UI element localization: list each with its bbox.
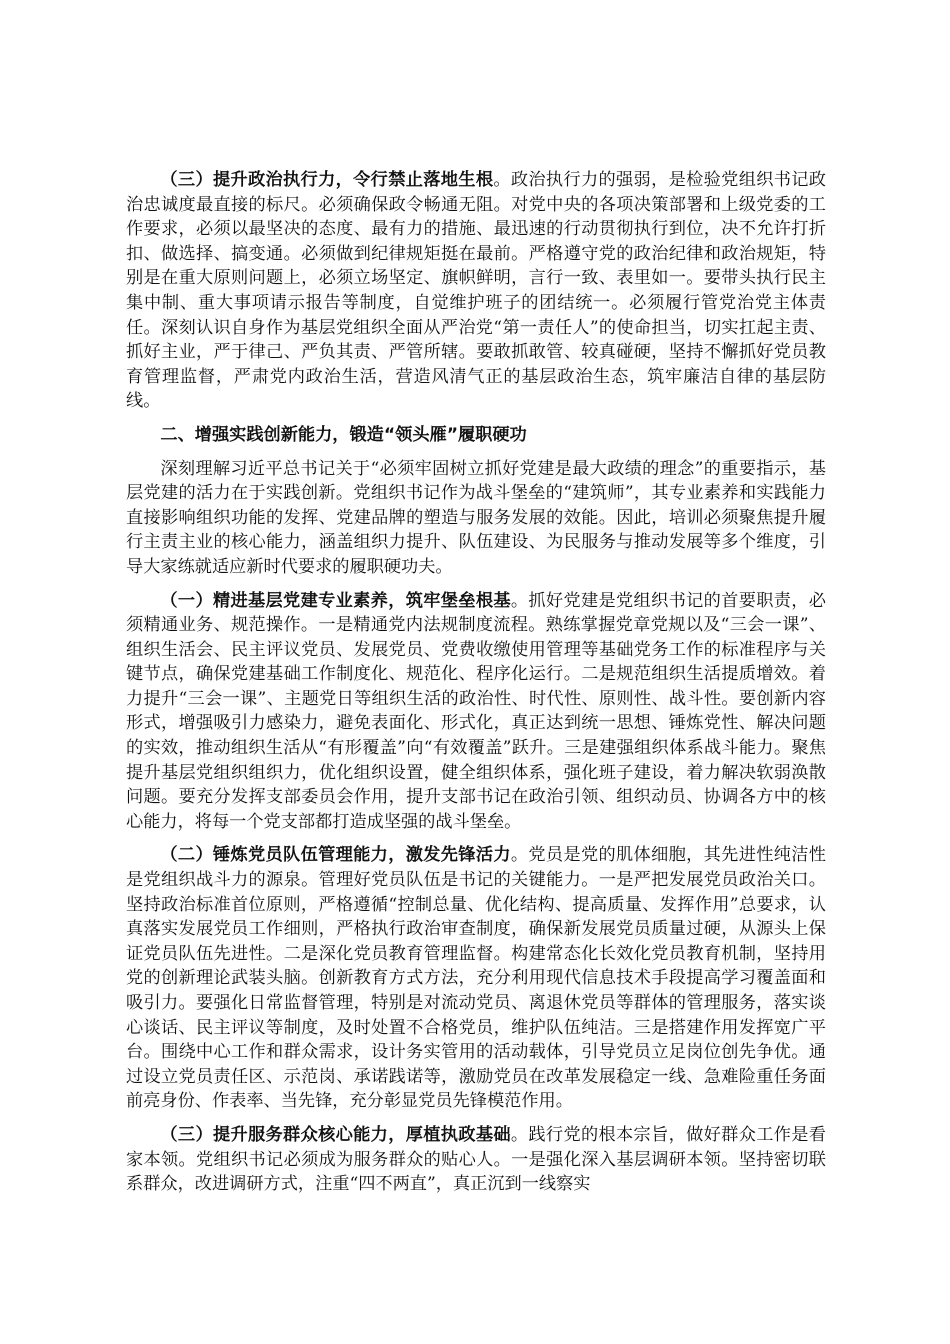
paragraph-member-management <box>126 843 826 1114</box>
paragraph-serving-masses <box>126 1123 826 1197</box>
paragraph-text: 。党员是党的肌体细胞，其先进性纯洁性是党组织战斗力的源泉。管理好党员队伍是书记的关键能力。一是严把发展党员政治关口。坚持政治标准首位原则，严格遵循“控制总量、优化结构、提高质量、发挥作用”总要求，认真落实发展党员工作细则，严格执行政治审查制度，确保新发展党员质量过硬，从源头上保证党员队伍先进性。二是深化党员教育管理监督。构建常态化长效化党员教育机制，坚持用党的创新理论武装头脑。创新教育方式方法，充分利用现代信息技术手段提高学习覆盖面和吸引力。要强化日常监督管理，特别是对流动党员、离退休党员等群体的管理服务，落实谈心谈话、民主评议等制度，及时处置不合格党员，维护队伍纯洁。三是搭建作用发挥宽广平台。围绕中心工作和群众需求，设计务实管用的活动载体，引导党员立足岗位创先争优。通过设立党员责任区、示范岗、承诺践诺等，激励党员在改革发展稳定一线、急难险重任务面前亮身份、作表率、当先锋，充分彰显党员先锋模范作用。 <box>126 845 826 1112</box>
section-heading-practice-innovation: 二、增强实践创新能力，锻造“领头雁”履职硬功 <box>160 424 527 445</box>
paragraph-text: 。践行党的根本宗旨，做好群众工作是看家本领。党组织书记必须成为服务群众的贴心人。一是强化深入基层调研本领。坚持密切联系群众，改进调研方式，注重“四不两直”，真正沉到一线察实 <box>126 1124 826 1195</box>
document-body <box>126 168 826 1206</box>
paragraph-lead-heading: （一）精进基层党建专业素养，筑牢堡垒根基 <box>160 590 511 611</box>
paragraph-party-building-expertise <box>126 589 826 835</box>
paragraph-text: 。政治执行力的强弱，是检验党组织书记政治忠诚度最直接的标尺。必须确保政令畅通无阻。对党中央的各项决策部署和上级党委的工作要求，必须以最坚决的态度、最有力的措施、最迅速的行动贯彻执行到位，决不允许打折扣、做选择、搞变通。必须做到纪律规矩挺在最前。严格遵守党的政治纪律和政治规矩，特别是在重大原则问题上，必须立场坚定、旗帜鲜明，言行一致、表里如一。要带头执行民主集中制、重大事项请示报告等制度，自觉维护班子的团结统一。必须履行管党治党主体责任。深刻认识自身作为基层党组织全面从严治党“第一责任人”的使命担当，切实扛起主责、抓好主业，严于律己、严负其责、严管所辖。要敢抓敢管、较真碰硬，坚持不懈抓好党员教育管理监督，严肃党内政治生活，营造风清气正的基层政治生态，筑牢廉洁自律的基层防线。 <box>126 170 826 412</box>
paragraph-lead-heading: （三）提升服务群众核心能力，厚植执政基础 <box>160 1124 511 1145</box>
paragraph-text: 深刻理解习近平总书记关于“必须牢固树立抓好党建是最大政绩的理念”的重要指示，基层党建的活力在于实践创新。党组织书记作为战斗堡垒的“建筑师”，其专业素养和实践能力直接影响组织功能的发挥、党建品牌的塑造与服务发展的效能。因此，培训必须聚焦提升履行主责主业的核心能力，涵盖组织力提升、队伍建设、为民服务与推动发展等多个维度，引导大家练就适应新时代要求的履职硬功夫。 <box>126 458 826 577</box>
paragraph-lead-heading: （三）提升政治执行力，令行禁止落地生根 <box>160 170 494 190</box>
paragraph-lead-heading: （二）锤炼党员队伍管理能力，激发先锋活力 <box>160 845 511 866</box>
paragraph-political-execution <box>126 168 826 414</box>
paragraph-text: 。抓好党建是党组织书记的首要职责，必须精通业务、规范操作。一是精通党内法规制度流程。熟练掌握党章党规以及“三会一课”、组织生活会、民主评议党员、发展党员、党费收缴使用管理等基础党务工作的标准程序与关键节点，确保党建基础工作制度化、规范化、程序化运行。二是规范组织生活提质增效。着力提升“三会一课”、主题党日等组织生活的政治性、时代性、原则性、战斗性。要创新内容形式，增强吸引力感染力，避免表面化、形式化，真正达到统一思想、锤炼党性、解决问题的实效，推动组织生活从“有形覆盖”向“有效覆盖”跃升。三是建强组织体系战斗能力。聚焦提升基层党组织组织力，优化组织设置，健全组织体系，强化班子建设，着力解决软弱涣散问题。要充分发挥支部委员会作用，提升支部书记在政治引领、组织动员、协调各方中的核心能力，将每一个党支部都打造成坚强的战斗堡垒。 <box>126 590 826 832</box>
paragraph-section-intro <box>126 457 826 580</box>
